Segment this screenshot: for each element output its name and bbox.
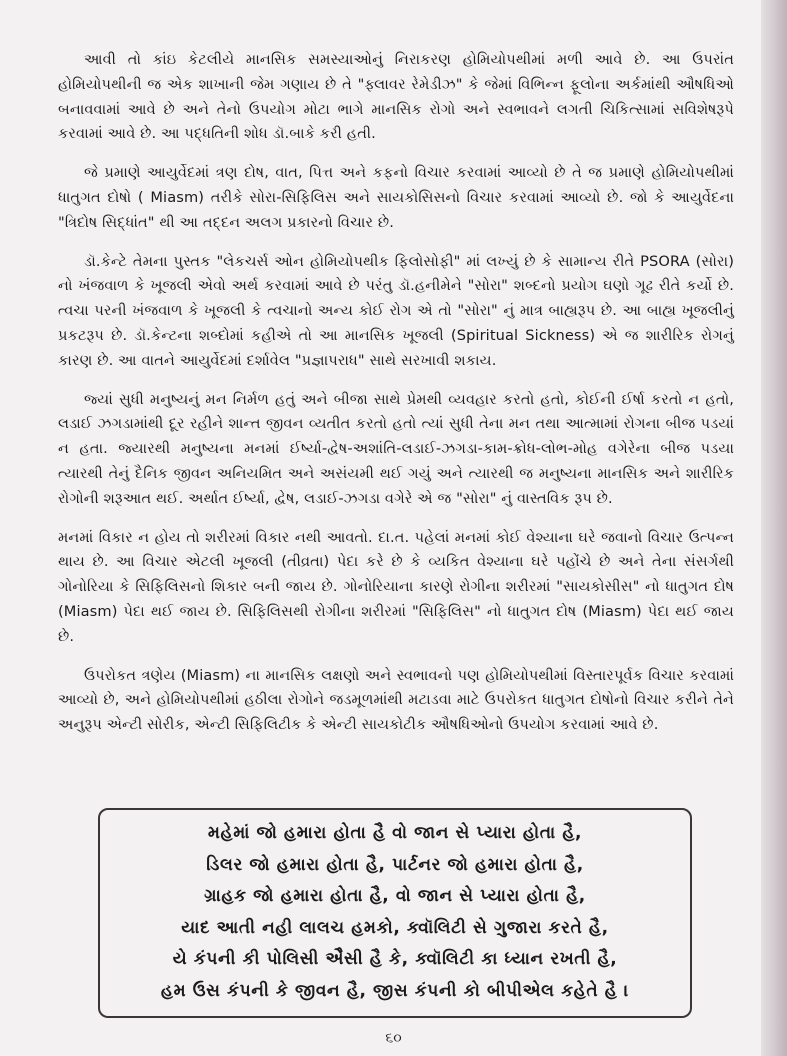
quote-box xyxy=(98,808,692,1018)
page-edge xyxy=(761,0,787,1056)
paragraph-3: ડૉ.કેન્ટે તેમના પુસ્તક "લેકચર્સ ઓન હોમિયોપથીક ફિલોસોફી" માં લખ્યું છે કે સામાન્ય રીતે PSORA (સોરા) નો ખંજવાળ કે ખૂજલી એવો અર્થ કરવામાં આવે છે પરંતુ ડૉ.હનીમેને "સોરા" શબ્દનો પ્રયોગ ઘણો ગૂઢ રીતે કર્યો છે. ત્વચા પરની ખંજવાળ કે ખૂજલી કે ત્વચાનો અન્ય કોઈ રોગ એ તો "સોરા" નું માત્ર બાહ્યરૂપ છે. આ બાહ્ય ખૂજલીનું પ્રકટરૂપ છે. ડૉ.કેન્ટના શબ્દોમાં કહીએ તો આ માનસિક ખૂજલી (Spiritual Sickness) એ જ શારીરિક રોગનું કારણ છે. આ વાતને આયુર્વેદમાં દર્શાવેલ "પ્રજ્ઞાપરાધ" સાથે સરખાવી શકાય. xyxy=(58,252,734,369)
paragraph-1: આવી તો કાંઇ કેટલીયે માનસિક સમસ્યાઓનું નિરાકરણ હોમિયોપથીમાં મળી આવે છે. આ ઉપરાંત હોમિયોપથીની જ એક શાખાની જેમ ગણાય છે તે "ફ્લાવર રેમેડીઝ" કે જેમાં વિભિન્ન ફૂલોના અર્કમાંથી ઔષધિઓ બનાવવામાં આવે છે અને તેનો ઉપયોગ મોટા ભાગે માનસિક રોગો અને સ્વભાવને લગતી ચિકિત્સામાં સવિશેષરૂપે કરવામાં આવે છે. આ પદ્ધતિની શોધ ડૉ.બાકે કરી હતી. xyxy=(58,51,734,143)
paragraph-5: મનમાં વિકાર ન હોય તો શરીરમાં વિકાર નથી આવતો. દા.ત. પહેલાં મનમાં કોઈ વેશ્યાના ઘરે જવાનો વિચાર ઉત્પન્ન થાય છે. આ વિચાર એટલી ખૂજલી (તીવ્રતા) પેદા કરે છે કે વ્યકિત વેશ્યાના ઘરે પહોંચે છે અને તેના સંસર્ગથી ગોનોરિયા કે સિફિલિસનો શિકાર બની જાય છે. ગોનોરિયાના કારણે રોગીના શરીરમાં "સાયકોસીસ" નો ધાતુગત દોષ (Miasm) પેદા થઈ જાય છે. સિફિલિસથી રોગીના શરીરમાં "સિફિલિસ" નો ધાતુગત દોષ (Miasm) પેદા થઈ જાય છે. xyxy=(58,528,734,645)
paragraph-2: જે પ્રમાણે આયુર્વેદમાં ત્રણ દોષ, વાત, પિત્ત અને કફનો વિચાર કરવામાં આવ્યો છે તે જ પ્રમાણે હોમિયોપથીમાં ધાતુગત દોષો ( Miasm) તરીકે સોરા-સિફિલિસ અને સાયકોસિસનો વિચાર કરવામાં આવ્યો છે. જો કે આયુર્વેદના "ત્રિદોષ સિદ્ધાંત" થી આ તદ્દન અલગ પ્રકારનો વિચાર છે. xyxy=(58,164,734,231)
paragraph-6: ઉપરોકત ત્રણેય (Miasm) ના માનસિક લક્ષણો અને સ્વભાવનો પણ હોમિયોપથીમાં વિસ્તારપૂર્વક વિચાર કરવામાં આવ્યો છે, અને હોમિયોપથીમાં હઠીલા રોગોને જડમૂળમાંથી મટાડવા માટે ઉપરોકત ધાતુગત દોષોનો વિચાર કરીને તેને અનુરૂપ એન્ટી સોરીક, એન્ટી સિફિલિટીક કે એન્ટી સાયકોટીક ઔષધિઓનો ઉપયોગ કરવામાં આવે છે. xyxy=(58,666,734,734)
quote-line: ડિલર જો હમારા હોતા હૈ, પાર્ટનર જો હમારા હોતા હૈ, xyxy=(206,854,584,875)
quote-line: હમ ઉસ કંપની કે જીવન હૈ, જીસ કંપની કો બીપીએલ કહેતે હૈ । xyxy=(160,980,630,1001)
quote-line: ગ્રાહક જો હમારા હોતા હૈ, વો જાન સે પ્યારા હોતા હૈ, xyxy=(204,886,586,906)
quote-line: મહેમાં જો હમારા હોતા હૈ વો જાન સે પ્યારા હોતા હૈ, xyxy=(207,823,583,843)
quote-line: યાદ આતી નહી લાલચ હમકો, ક્વૉલિટી સે ગુજારા કરતે હૈ, xyxy=(181,917,609,938)
document-body xyxy=(58,48,734,752)
paragraph-4: જ્યાં સુધી મનુષ્યનું મન નિર્મળ હતું અને બીજા સાથે પ્રેમથી વ્યવહાર કરતો હતો, કોઈની ઈર્ષા કરતો ન હતો, લડાઈ ઝગડામાંથી દૂર રહીને શાન્ત જીવન વ્યતીત કરતો હતો ત્યાં સુધી તેના મન તથા આત્મામાં રોગના બીજ પડયાં ન હતા. જ્યારથી મનુષ્યના મનમાં ઈર્ષ્યા-દ્વેષ-અશાંતિ-લડાઈ-ઝગડા-કામ-ક્રોધ-લોભ-મોહ વગેરેના બીજ પડયા ત્યારથી તેનું દૈનિક જીવન અનિયમિત અને અસંયમી થઈ ગયું અને ત્યારથી જ મનુષ્યના માનસિક અને શારીરિક રોગોની શરૂઆત થઈ. અર્થાત ઈર્ષ્યા, દ્વેષ, લડાઈ-ઝગડા વગેરે એ જ "સોરા" નું વાસ્તવિક રૂપ છે. xyxy=(58,390,734,507)
quote-line: યે કંપની કી પોલિસી એૈસી હૈ કે, ક્વૉલિટી કા ધ્યાન રખતી હૈ, xyxy=(172,949,618,969)
page-number: ૬૦ xyxy=(385,1030,402,1046)
